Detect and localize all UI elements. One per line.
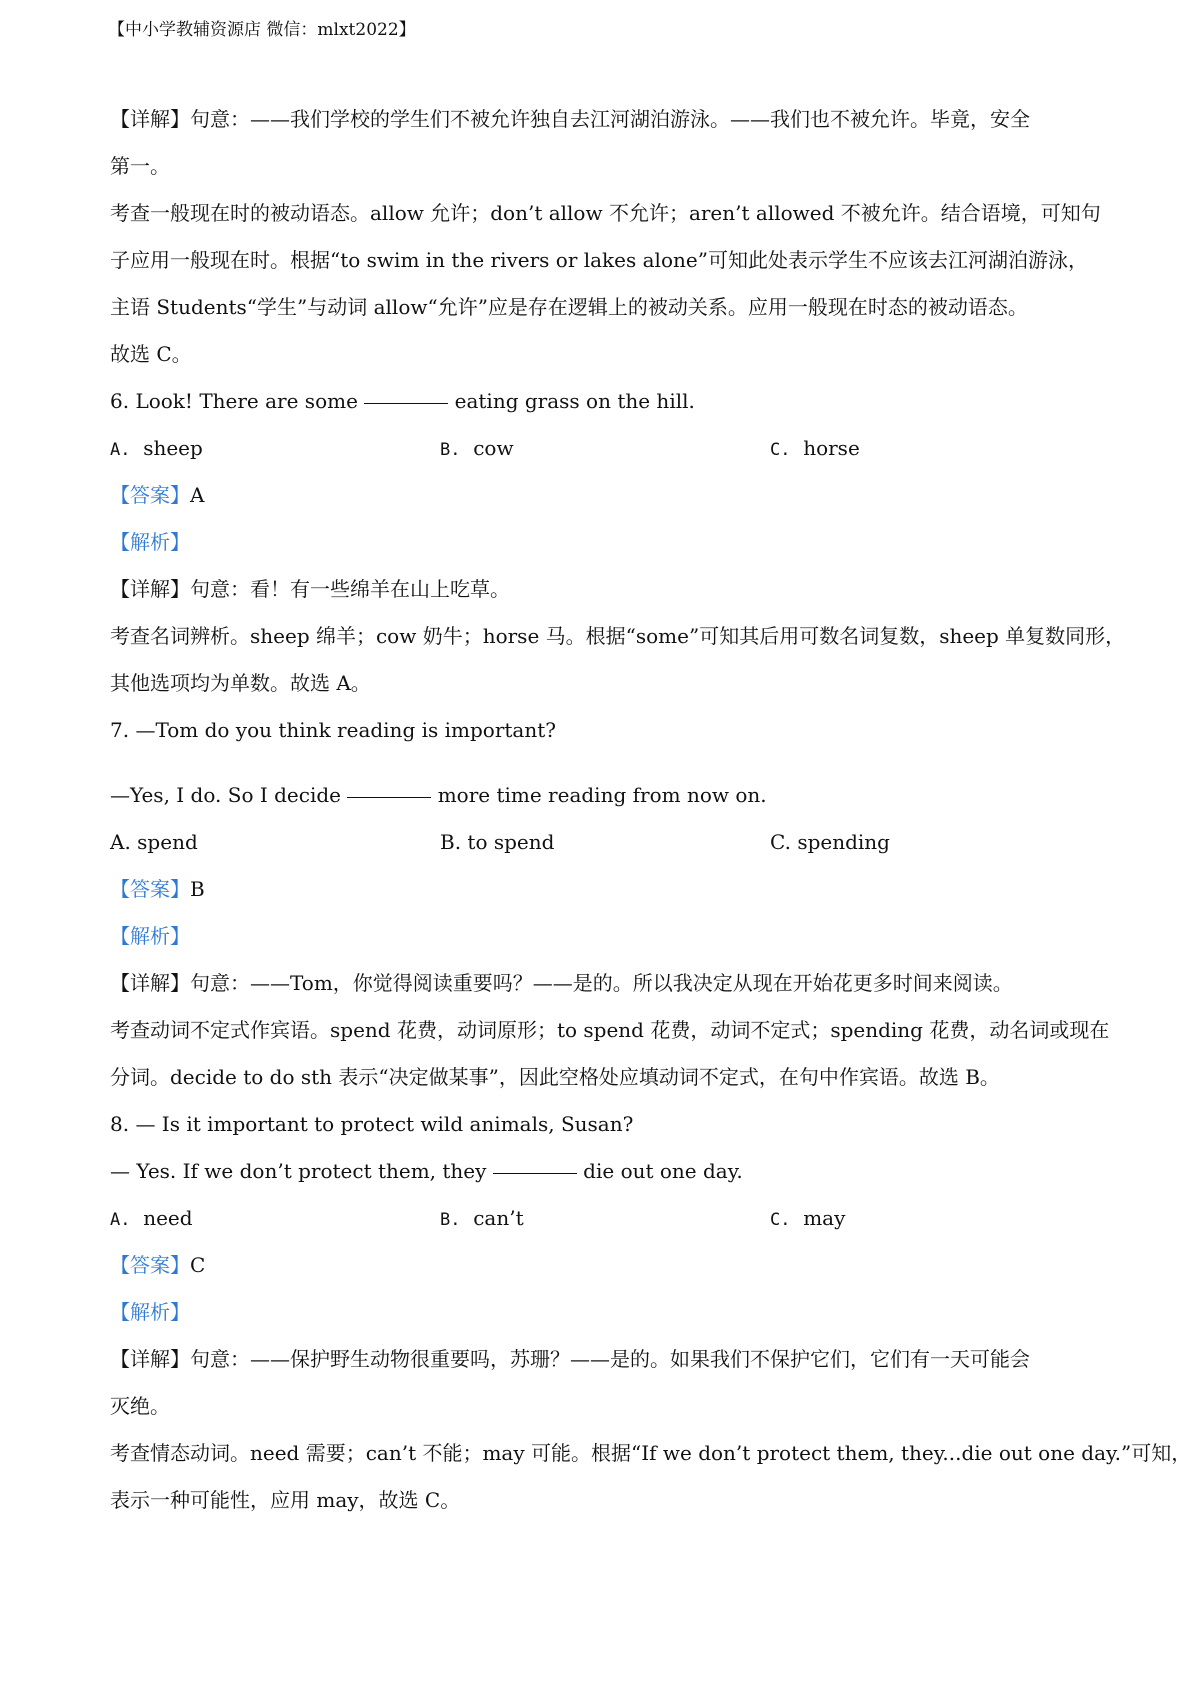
detail-tag: 【详解】	[110, 577, 190, 601]
q8-answer-value: C	[190, 1253, 206, 1277]
q7-explanation-line-1: 考查动词不定式作宾语。spend 花费，动词原形；to spend 花费，动词不定式；spending 花费，动名词或现在	[110, 1018, 1110, 1042]
q6-detail	[110, 566, 1100, 613]
answer-tag: 【答案】	[110, 1253, 190, 1277]
q7-detail	[110, 960, 1100, 1007]
option-text: sheep	[143, 436, 203, 460]
q7-stem-1: 7. —Tom do you think reading is important?	[110, 718, 556, 742]
q6-explanation-line-1: 考查名词辨析。sheep 绵羊；cow 奶牛；horse 马。根据“some”可知其后用可数名词复数，sheep 单复数同形，	[110, 624, 1126, 648]
option-text: can’t	[473, 1206, 524, 1230]
q7-answer-value: B	[190, 877, 205, 901]
q6-analysis	[110, 519, 1100, 566]
q8-analysis	[110, 1289, 1100, 1336]
q6-stem	[110, 378, 1100, 425]
answer-blank	[364, 403, 448, 404]
q6-explanation-line-2: 其他选项均为单数。故选 A。	[110, 671, 371, 695]
option-text: spending	[797, 830, 890, 854]
q5-explanation-line-3: 主语 Students“学生”与动词 allow“允许”应是存在逻辑上的被动关系。应用一般现在时态的被动语态。	[110, 295, 1028, 319]
q8-answer	[110, 1242, 1100, 1289]
detail-tag: 【详解】	[110, 1347, 190, 1371]
q8-option-b	[440, 1195, 770, 1242]
analysis-tag: 【解析】	[110, 924, 190, 948]
q7-detail-text: 句意：——Tom，你觉得阅读重要吗？——是的。所以我决定从现在开始花更多时间来阅读。	[190, 971, 1013, 995]
q7-option-c	[770, 819, 1100, 866]
q6-option-a	[110, 425, 440, 472]
q8-detail-line-2: 灭绝。	[110, 1394, 170, 1418]
q5-explanation-line-1: 考查一般现在时的被动语态。allow 允许；don’t allow 不允许；aren’t allowed 不被允许。结合语境，可知句	[110, 201, 1101, 225]
q8-detail-text-1: 句意：——保护野生动物很重要吗，苏珊？——是的。如果我们不保护它们，它们有一天可能会	[190, 1347, 1030, 1371]
q8-stem-2	[110, 1148, 1100, 1195]
analysis-tag: 【解析】	[110, 1300, 190, 1324]
q7-options	[110, 819, 1100, 866]
option-text: may	[803, 1206, 846, 1230]
q6-answer	[110, 472, 1100, 519]
q8-detail-line-1	[110, 1336, 1100, 1383]
option-letter: B.	[440, 440, 461, 460]
page-header: 【中小学教辅资源店 微信：mlxt2022】	[108, 20, 416, 40]
option-letter: A.	[110, 440, 131, 460]
option-text: to spend	[467, 830, 555, 854]
detail-tag: 【详解】	[110, 971, 190, 995]
answer-tag: 【答案】	[110, 483, 190, 507]
q7-explanation-line-2: 分词。decide to do sth 表示“决定做某事”，因此空格处应填动词不定式，在句中作宾语。故选 B。	[110, 1065, 1000, 1089]
q8-stem-1: 8. — Is it important to protect wild animals, Susan?	[110, 1112, 634, 1136]
q7-stem-after: more time reading from now on.	[431, 783, 767, 807]
q6-detail-text: 句意：看！有一些绵羊在山上吃草。	[190, 577, 510, 601]
answer-tag: 【答案】	[110, 877, 190, 901]
option-letter: A.	[110, 1210, 131, 1230]
q8-explanation-line-1: 考查情态动词。need 需要；can’t 不能；may 可能。根据“If we don’t protect them, they...die out one day.”可知，	[110, 1441, 1192, 1465]
q6-options	[110, 425, 1100, 472]
q8-explanation-line-2: 表示一种可能性，应用 may，故选 C。	[110, 1488, 461, 1512]
q8-stem-before: — Yes. If we don’t protect them, they	[110, 1159, 493, 1183]
q7-stem-before: —Yes, I do. So I decide	[110, 783, 348, 807]
option-text: need	[143, 1206, 193, 1230]
q8-option-a	[110, 1195, 440, 1242]
q8-option-c	[770, 1195, 1100, 1242]
q8-options	[110, 1195, 1100, 1242]
option-text: horse	[803, 436, 860, 460]
q7-answer	[110, 866, 1100, 913]
option-letter: C.	[770, 830, 791, 854]
option-letter: C.	[770, 440, 791, 460]
q6-stem-before: 6. Look! There are some	[110, 389, 365, 413]
q8-stem-after: die out one day.	[576, 1159, 743, 1183]
answer-blank	[347, 797, 431, 798]
option-letter: B.	[440, 1210, 461, 1230]
document-content	[110, 96, 1192, 1524]
option-text: cow	[473, 436, 514, 460]
q6-option-c	[770, 425, 1100, 472]
q5-explanation-line-2: 子应用一般现在时。根据“to swim in the rivers or lakes alone”可知此处表示学生不应该去江河湖泊游泳，	[110, 248, 1088, 272]
q5-detail-line-1	[110, 96, 1100, 143]
detail-tag: 【详解】	[110, 107, 190, 131]
q5-explanation-line-4: 故选 C。	[110, 342, 192, 366]
q5-detail-text-1: 句意：——我们学校的学生们不被允许独自去江河湖泊游泳。——我们也不被允许。毕竟，安全	[190, 107, 1030, 131]
q7-analysis	[110, 913, 1100, 960]
option-letter: A.	[110, 830, 131, 854]
analysis-tag: 【解析】	[110, 530, 190, 554]
answer-blank	[493, 1173, 577, 1174]
q5-detail-line-2: 第一。	[110, 154, 170, 178]
option-text: spend	[137, 830, 198, 854]
q6-stem-after: eating grass on the hill.	[448, 389, 695, 413]
option-letter: B.	[440, 830, 462, 854]
q7-option-a	[110, 819, 440, 866]
q6-answer-value: A	[190, 483, 205, 507]
q6-option-b	[440, 425, 770, 472]
q7-option-b	[440, 819, 770, 866]
q7-stem-2	[110, 772, 1100, 819]
option-letter: C.	[770, 1210, 791, 1230]
